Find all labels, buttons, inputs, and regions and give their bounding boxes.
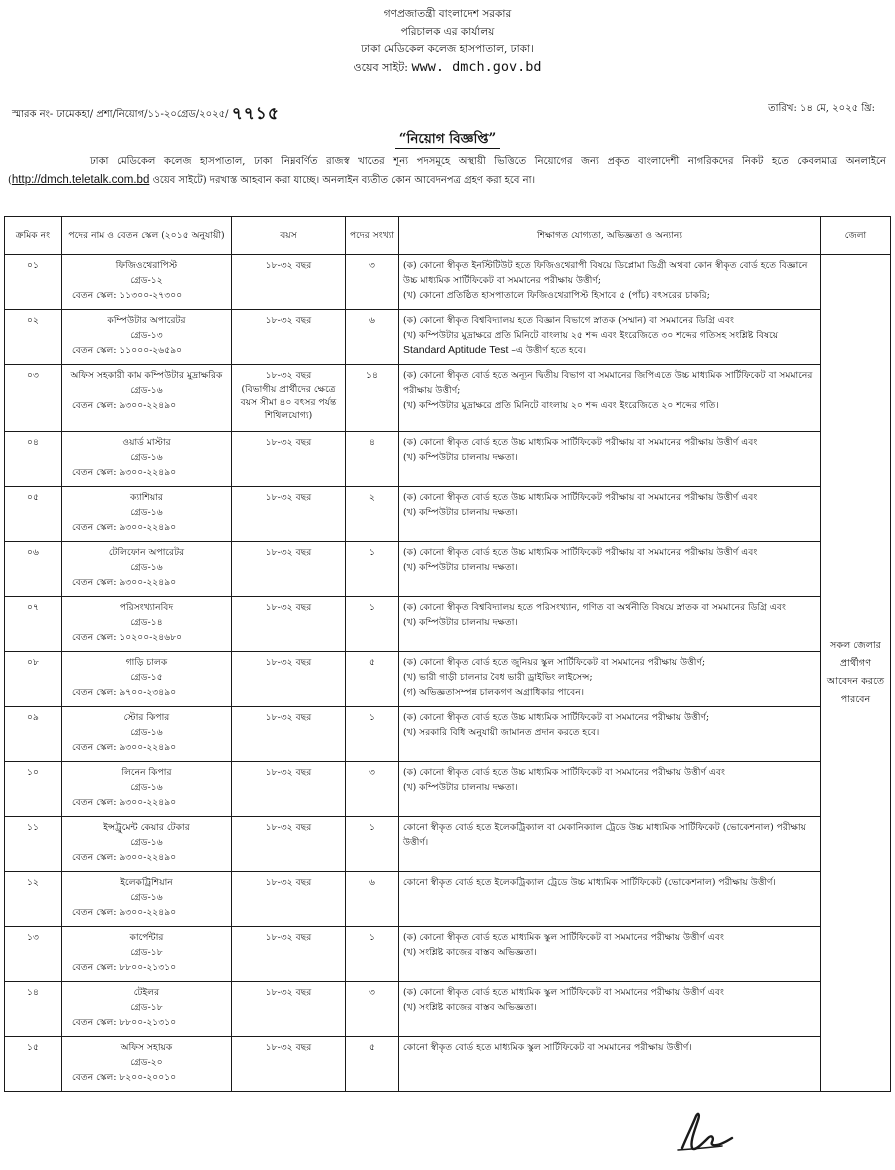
- post-cell: [62, 1037, 232, 1092]
- post-count: ৩: [346, 762, 399, 817]
- table-row: [5, 652, 891, 707]
- qualification-text: (খ) কম্পিউটার চালনায় দক্ষতা।: [403, 617, 518, 628]
- vacancy-table: [4, 216, 891, 1092]
- qualification-line: [403, 560, 816, 575]
- post-cell: [62, 542, 232, 597]
- pay-scale: বেতন স্কেল: ১১০০০-২৬৫৯০: [72, 345, 183, 356]
- qualification-text: (ক) কোনো স্বীকৃত বোর্ড হতে উচ্চ মাধ্যমিক সার্টিফিকেট বা সমমানের পরীক্ষায় উত্তীর্ণ;: [403, 712, 710, 723]
- serial-number: ০২: [5, 310, 62, 365]
- post-grade: গ্রেড-১৬: [130, 385, 163, 396]
- post-count: ২: [346, 487, 399, 542]
- qualification: [399, 487, 821, 542]
- serial-number: ১১: [5, 817, 62, 872]
- post-cell: [62, 255, 232, 310]
- serial-number: ০৮: [5, 652, 62, 707]
- qualification-line: [403, 313, 816, 328]
- post-name: গাড়ি চালক: [125, 657, 168, 668]
- pay-scale: বেতন স্কেল: ৮২০০-২০০১০: [72, 1072, 177, 1083]
- letterhead: [0, 6, 895, 76]
- qualification-text: (ক) কোনো স্বীকৃত বোর্ড হতে মাধ্যমিক স্কুল সার্টিফিকেট বা সমমানের পরীক্ষায় উত্তীর্ণ এবং: [403, 932, 724, 943]
- qualification-line: [403, 765, 816, 780]
- qualification-text: (খ) ভারী গাড়ী চালনার বৈধ ভারী ড্রাইভিং লাইসেন্স;: [403, 672, 593, 683]
- qualification-text: (গ) অভিজ্ঞতাসম্পন্ন চালকগণ অগ্রাধিকার পাবেন।: [403, 687, 584, 698]
- qualification-line: [403, 490, 816, 505]
- pay-scale: বেতন স্কেল: ৯৩০০-২২৪৯০: [72, 400, 177, 411]
- post-name: ওয়ার্ড মাস্টার: [122, 437, 171, 448]
- header-post-count: পদের সংখ্যা: [346, 217, 399, 255]
- table-row: [5, 432, 891, 487]
- table-row: [5, 982, 891, 1037]
- age-limit: [232, 872, 346, 927]
- qualification-line: [403, 820, 816, 850]
- pay-scale: বেতন স্কেল: ১১৩০০-২৭৩০০: [72, 290, 183, 301]
- vacancy-table-body: [5, 255, 891, 1092]
- qualification-text: (ক) কোনো স্বীকৃত বোর্ড হতে উচ্চ মাধ্যমিক সার্টিফিকেট পরীক্ষায় বা সমমানের পরীক্ষায় উত্তীর্ণ এবং: [403, 437, 758, 448]
- qualification-text: (ক) কোনো স্বীকৃত বোর্ড হতে উচ্চ মাধ্যমিক সার্টিফিকেট বা সমমানের পরীক্ষায় উত্তীর্ণ এবং: [403, 767, 725, 778]
- qualification-text: (খ) সরকারি বিধি অনুযায়ী জামানত প্রদান করতে হবে।: [403, 727, 600, 738]
- qualification: [399, 652, 821, 707]
- age-range: ১৮-৩২ বছর: [265, 437, 312, 448]
- table-row: [5, 1037, 891, 1092]
- serial-number: ১৫: [5, 1037, 62, 1092]
- qualification-line: [403, 685, 816, 700]
- post-cell: [62, 432, 232, 487]
- table-row: [5, 927, 891, 982]
- age-range: ১৮-৩২ বছর: [265, 822, 312, 833]
- post-cell: [62, 652, 232, 707]
- qualification-line: [403, 985, 816, 1000]
- post-count: ১: [346, 707, 399, 762]
- post-count: ১: [346, 542, 399, 597]
- notice-title: [0, 128, 895, 151]
- qualification: [399, 310, 821, 365]
- table-row: [5, 817, 891, 872]
- post-grade: গ্রেড-১৬: [130, 782, 163, 793]
- post-grade: গ্রেড-১৮: [130, 1002, 163, 1013]
- age-range: ১৮-৩২ বছর: [265, 987, 312, 998]
- qualification-line: [403, 258, 816, 288]
- qualification-line: [403, 725, 816, 740]
- post-cell: [62, 487, 232, 542]
- qualification-text: (খ) কোনো প্রতিষ্ঠিত হাসপাতালে ফিজিওথেরাপিস্ট হিসাবে ৫ (পাঁচ) বৎসরের চাকরি;: [403, 290, 710, 301]
- age-range: ১৮-৩২ বছর: [265, 602, 312, 613]
- post-cell: [62, 872, 232, 927]
- age-limit: [232, 487, 346, 542]
- post-grade: গ্রেড-২০: [130, 1057, 163, 1068]
- age-limit: [232, 762, 346, 817]
- post-name: পরিসংখ্যানবিদ: [119, 602, 174, 613]
- qualification-line: [403, 600, 816, 615]
- post-name: ইলেকট্রিশিয়ান: [120, 877, 173, 888]
- post-cell: [62, 762, 232, 817]
- qualification-line: [403, 780, 816, 795]
- qualification: [399, 365, 821, 432]
- serial-number: ০৭: [5, 597, 62, 652]
- age-range: ১৮-৩২ বছর: [265, 315, 312, 326]
- serial-number: ০৪: [5, 432, 62, 487]
- application-link[interactable]: http://dmch.teletalk.com.bd: [11, 174, 150, 186]
- post-name: টেলিফোন অপারেটর: [108, 547, 185, 558]
- qualification-line: [403, 545, 816, 560]
- table-row: [5, 255, 891, 310]
- age-relaxation-note: (বিভাগীয় প্রার্থীদের ক্ষেত্রে বয়স সীমা ৪০ বৎসর পর্যন্ত শিথিলযোগ্য): [240, 384, 337, 421]
- post-grade: গ্রেড-১৬: [130, 727, 163, 738]
- pay-scale: বেতন স্কেল: ৯৩০০-২২৪৯০: [72, 797, 177, 808]
- qualification-line: [403, 875, 816, 890]
- pay-scale: বেতন স্কেল: ৯৩০০-২২৪৯০: [72, 467, 177, 478]
- post-name: স্টোর কিপার: [123, 712, 170, 723]
- qualification-text: (খ) কম্পিউটার চালনায় দক্ষতা।: [403, 507, 518, 518]
- post-grade: গ্রেড-১৬: [130, 892, 163, 903]
- qualification: [399, 1037, 821, 1092]
- age-limit: [232, 310, 346, 365]
- qualification-line: [403, 945, 816, 960]
- age-range: ১৮-৩২ বছর: [265, 657, 312, 668]
- signature-icon: [672, 1108, 742, 1156]
- post-count: ৩: [346, 982, 399, 1037]
- intro-text-after: ওয়েব সাইটে) দরখাস্ত আহবান করা যাচ্ছে। অনলাইন ব্যতীত কোন আবেদনপত্র গ্রহণ করা হবে না।: [149, 175, 536, 186]
- serial-number: ০৫: [5, 487, 62, 542]
- intro-text-before: ঢাকা মেডিকেল কলেজ হাসপাতাল, ঢাকা নিম্নবর্ণিত রাজস্ব খাতের শূন্য পদসমূহে অস্থায়ী ভিত্তিতে নিয়োগের জন্য প্রকৃত বাংলাদেশী নাগরিকদের নিকট হতে কেবলমাত্র অনলাইনে (: [8, 156, 886, 186]
- hospital-name: ঢাকা মেডিকেল কলেজ হাসপাতাল, ঢাকা।: [361, 43, 534, 55]
- header-qualification: শিক্ষাগত যোগ্যতা, অভিজ্ঞতা ও অন্যান্য: [399, 217, 821, 255]
- header-district: জেলা: [821, 217, 891, 255]
- post-name: লিনেন কিপার: [121, 767, 172, 778]
- header-post-name: পদের নাম ও বেতন স্কেল (২০১৫ অনুযায়ী): [62, 217, 232, 255]
- table-row: [5, 872, 891, 927]
- post-name: ফিজিওথেরাপিস্ট: [115, 260, 178, 271]
- post-count: ৬: [346, 310, 399, 365]
- age-limit: [232, 542, 346, 597]
- age-limit: [232, 817, 346, 872]
- post-count: ১: [346, 597, 399, 652]
- memo-date: তারিখ: ১৪ মে, ২০২৫ খ্রি:: [768, 103, 875, 114]
- post-grade: গ্রেড-১৮: [130, 947, 163, 958]
- post-cell: [62, 982, 232, 1037]
- qualification-line: [403, 450, 816, 465]
- website-url[interactable]: www. dmch.gov.bd: [411, 58, 542, 75]
- government-name: গণপ্রজাতন্ত্রী বাংলাদেশ সরকার: [383, 8, 512, 20]
- table-row: [5, 487, 891, 542]
- table-row: [5, 707, 891, 762]
- age-limit: [232, 652, 346, 707]
- post-count: ৪: [346, 432, 399, 487]
- header-serial: ক্রমিক নং: [5, 217, 62, 255]
- serial-number: ০১: [5, 255, 62, 310]
- serial-number: ১৩: [5, 927, 62, 982]
- post-count: ৬: [346, 872, 399, 927]
- post-grade: গ্রেড-১২: [130, 275, 163, 286]
- qualification-text: (ক) কোনো স্বীকৃত বিশ্ববিদ্যালয় হতে বিজ্ঞান বিভাগে স্নাতক (সম্মান) বা সমমানের ডিগ্রি এবং: [403, 315, 734, 326]
- pay-scale: বেতন স্কেল: ৯৩০০-২২৪৯০: [72, 907, 177, 918]
- notice-title-text: “নিয়োগ বিজ্ঞপ্তি”: [395, 131, 501, 149]
- serial-number: ০৯: [5, 707, 62, 762]
- qualification: [399, 707, 821, 762]
- qualification-line: [403, 435, 816, 450]
- memo-handwritten-number: ৭৭১৫: [231, 104, 280, 124]
- pay-scale: বেতন স্কেল: ৯৩০০-২২৪৯০: [72, 742, 177, 753]
- qualification: [399, 982, 821, 1037]
- post-cell: [62, 310, 232, 365]
- qualification-line: [403, 710, 816, 725]
- qualification-line: [403, 930, 816, 945]
- age-range: ১৮-৩২ বছর: [265, 877, 312, 888]
- memo-number: [12, 101, 280, 129]
- qualification-line: [403, 328, 816, 358]
- qualification-text: কোনো স্বীকৃত বোর্ড হতে ইলেকট্রিক্যাল ট্রেডে উচ্চ মাধ্যমিক সার্টিফিকেট (ভোকেশনাল) পরীক্ষায় উত্তীর্ণ।: [403, 877, 776, 888]
- serial-number: ১০: [5, 762, 62, 817]
- qualification-line: [403, 368, 816, 398]
- qualification-text: (খ) কম্পিউটার মুদ্রাক্ষরে প্রতি মিনিটে বাংলায় ২৫ শব্দ এবং ইংরেজিতে ৩০ শব্দের গতিসহ সংশ্লিষ্ট বিষয়ে: [403, 330, 779, 341]
- post-count: ৫: [346, 1037, 399, 1092]
- age-range: ১৮-৩২ বছর: [265, 260, 312, 271]
- table-row: [5, 542, 891, 597]
- post-name: টেইলর: [133, 987, 160, 998]
- post-count: ১: [346, 817, 399, 872]
- age-limit: [232, 982, 346, 1037]
- qualification: [399, 872, 821, 927]
- age-limit: [232, 1037, 346, 1092]
- office-name: পরিচালক এর কার্যালয়: [400, 25, 495, 38]
- qualification-text: (ক) কোনো স্বীকৃত বোর্ড হতে মাধ্যমিক স্কুল সার্টিফিকেট বা সমমানের পরীক্ষায় উত্তীর্ণ এবং: [403, 987, 724, 998]
- post-grade: গ্রেড-১৬: [130, 452, 163, 463]
- pay-scale: বেতন স্কেল: ৯৩০০-২২৪৯০: [72, 577, 177, 588]
- qualification-text: (ক) কোনো স্বীকৃত বিশ্ববিদ্যালয় হতে পরিসংখ্যান, গণিত বা অর্থনীতি বিষয়ে স্নাতক বা সমমানের ডিগ্রি এবং: [403, 602, 786, 613]
- post-name: অফিস সহায়ক: [120, 1042, 173, 1053]
- qualification-line: [403, 655, 816, 670]
- table-row: [5, 597, 891, 652]
- post-count: ৩: [346, 255, 399, 310]
- age-range: ১৮-৩২ বছর: [265, 547, 312, 558]
- age-limit: [232, 927, 346, 982]
- memo-prefix: স্মারক নং- ঢামেকহা/ প্রশা/নিয়োগ/১১-২০গ্রেড/২০২৫/: [12, 109, 229, 120]
- intro-paragraph: [8, 153, 886, 190]
- qualification-line: [403, 505, 816, 520]
- website-line: [0, 59, 895, 77]
- post-cell: [62, 365, 232, 432]
- serial-number: ০৬: [5, 542, 62, 597]
- qualification: [399, 432, 821, 487]
- qualification: [399, 542, 821, 597]
- age-limit: [232, 597, 346, 652]
- post-grade: গ্রেড-১৫: [130, 672, 163, 683]
- post-grade: গ্রেড-১৪: [130, 617, 163, 628]
- qualification-text: (ক) কোনো স্বীকৃত ইনস্টিটিউট হতে ফিজিওথেরাপী বিষয়ে ডিপ্লোমা ডিগ্রী অথবা কোন স্বীকৃত বোর্ড হতে বিজ্ঞানে উচ্চ মাধ্যমিক সার্টিফিকেট বা সমমানের পরীক্ষায় উত্তীর্ণ;: [403, 260, 808, 286]
- age-range: ১৮-৩২ বছর: [265, 932, 312, 943]
- age-limit: [232, 707, 346, 762]
- qualification: [399, 817, 821, 872]
- qualification-line: [403, 615, 816, 630]
- post-name: ইন্সট্রুমেন্ট কেয়ার টেকার: [103, 822, 190, 833]
- qualification: [399, 927, 821, 982]
- post-name: অফিস সহকারী কাম কম্পিউটার মুদ্রাক্ষরিক: [70, 370, 223, 381]
- serial-number: ০৩: [5, 365, 62, 432]
- post-name: ক্যাশিয়ার: [130, 492, 163, 503]
- pay-scale: বেতন স্কেল: ১০২০০-২৪৬৮০: [72, 632, 183, 643]
- post-grade: গ্রেড-১৬: [130, 507, 163, 518]
- age-range: ১৮-৩২ বছর: [265, 1042, 312, 1053]
- post-name: কার্পেন্টার: [129, 932, 164, 943]
- qualification-text: (খ) কম্পিউটার মুদ্রাক্ষরে প্রতি মিনিটে বাংলায় ২০ শব্দ এবং ইংরেজিতে ২০ শব্দের গতি।: [403, 400, 719, 411]
- qualification-text: কোনো স্বীকৃত বোর্ড হতে মাধ্যমিক স্কুল সার্টিফিকেট বা সমমানের পরীক্ষায় উত্তীর্ণ।: [403, 1042, 692, 1053]
- qualification-line: [403, 670, 816, 685]
- age-range: ১৮-৩২ বছর: [265, 712, 312, 723]
- qualification-tail: –এ উত্তীর্ণ হতে হবে।: [508, 345, 586, 356]
- table-row: [5, 310, 891, 365]
- qualification-text: (ক) কোনো স্বীকৃত বোর্ড হতে জুনিয়র স্কুল সার্টিফিকেট বা সমমানের পরীক্ষায় উত্তীর্ণ;: [403, 657, 706, 668]
- table-row: [5, 365, 891, 432]
- age-limit: [232, 255, 346, 310]
- pay-scale: বেতন স্কেল: ৮৮০০-২১৩১০: [72, 1017, 177, 1028]
- post-grade: গ্রেড-১৩: [130, 330, 163, 341]
- post-count: ১৪: [346, 365, 399, 432]
- qualification-text: (খ) কম্পিউটার চালনায় দক্ষতা।: [403, 562, 518, 573]
- header-age: বয়স: [232, 217, 346, 255]
- serial-number: ১২: [5, 872, 62, 927]
- post-grade: গ্রেড-১৬: [130, 837, 163, 848]
- pay-scale: বেতন স্কেল: ৯৩০০-২২৪৯০: [72, 852, 177, 863]
- pay-scale: বেতন স্কেল: ৮৮০০-২১৩১০: [72, 962, 177, 973]
- qualification-text: কোনো স্বীকৃত বোর্ড হতে ইলেকট্রিক্যাল বা মেকানিক্যাল ট্রেডে উচ্চ মাধ্যমিক সার্টিফিকেট (ভোকেশনাল) পরীক্ষায় উত্তীর্ণ।: [403, 822, 807, 848]
- qualification-english-term: Standard Aptitude Test: [403, 344, 509, 356]
- qualification-text: (খ) কম্পিউটার চালনায় দক্ষতা।: [403, 452, 518, 463]
- website-label: ওয়েব সাইট:: [353, 60, 408, 74]
- qualification-line: [403, 1040, 816, 1055]
- pay-scale: বেতন স্কেল: ৯৩০০-২২৪৯০: [72, 522, 177, 533]
- qualification-text: (খ) সংশ্লিষ্ট কাজের বাস্তব অভিজ্ঞতা।: [403, 947, 537, 958]
- qualification-text: (খ) সংশ্লিষ্ট কাজের বাস্তব অভিজ্ঞতা।: [403, 1002, 537, 1013]
- post-cell: [62, 927, 232, 982]
- vacancy-table-header: [5, 217, 891, 255]
- qualification: [399, 762, 821, 817]
- post-cell: [62, 597, 232, 652]
- qualification-line: [403, 1000, 816, 1015]
- qualification-text: (ক) কোনো স্বীকৃত বোর্ড হতে উচ্চ মাধ্যমিক সার্টিফিকেট পরীক্ষায় বা সমমানের পরীক্ষায় উত্তীর্ণ এবং: [403, 547, 758, 558]
- post-name: কম্পিউটার অপারেটর: [107, 315, 186, 326]
- post-count: ৫: [346, 652, 399, 707]
- qualification: [399, 597, 821, 652]
- qualification-text: (ক) কোনো স্বীকৃত বোর্ড হতে উচ্চ মাধ্যমিক সার্টিফিকেট পরীক্ষায় বা সমমানের পরীক্ষায় উত্তীর্ণ এবং: [403, 492, 758, 503]
- table-row: [5, 762, 891, 817]
- age-limit: [232, 365, 346, 432]
- qualification-line: [403, 398, 816, 413]
- district-eligibility: সকল জেলার প্রার্থীগণ আবেদন করতে পারবেন: [821, 255, 891, 1092]
- post-cell: [62, 707, 232, 762]
- age-limit: [232, 432, 346, 487]
- age-range: ১৮-৩২ বছর: [265, 370, 312, 381]
- qualification: [399, 255, 821, 310]
- qualification-text: (খ) কম্পিউটার চালনায় দক্ষতা।: [403, 782, 518, 793]
- qualification-line: [403, 288, 816, 303]
- age-range: ১৮-৩২ বছর: [265, 492, 312, 503]
- post-grade: গ্রেড-১৬: [130, 562, 163, 573]
- age-range: ১৮-৩২ বছর: [265, 767, 312, 778]
- post-count: ১: [346, 927, 399, 982]
- post-cell: [62, 817, 232, 872]
- pay-scale: বেতন স্কেল: ৯৭০০-২৩৪৯০: [72, 687, 177, 698]
- serial-number: ১৪: [5, 982, 62, 1037]
- qualification-text: (ক) কোনো স্বীকৃত বোর্ড হতে অন্যূন দ্বিতীয় বিভাগ বা সমমানের জিপিএতে উচ্চ মাধ্যমিক সার্টিফিকেট বা সমমানের পরীক্ষায় উত্তীর্ণ;: [403, 370, 813, 396]
